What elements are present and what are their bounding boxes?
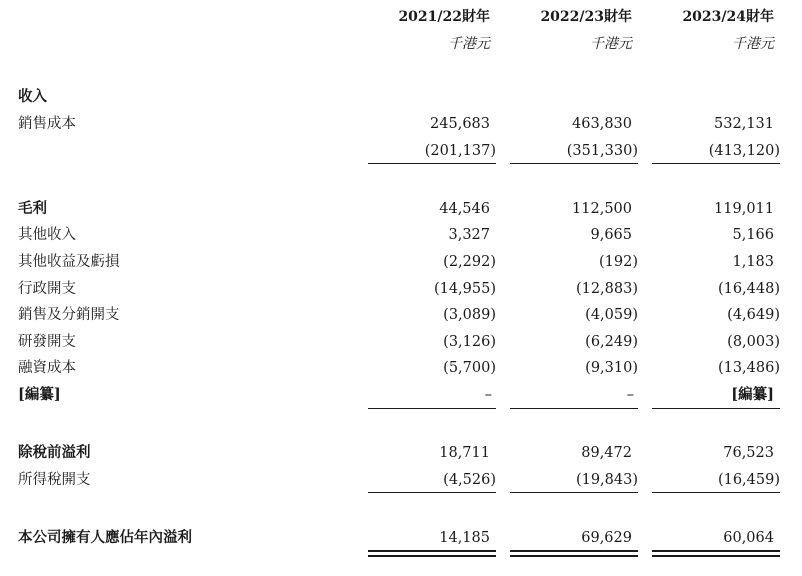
row-label-gross-profit: 毛利: [18, 200, 47, 217]
subtotal-rule: [510, 492, 638, 493]
table-cell: 112,500: [572, 201, 632, 217]
table-cell: 76,523: [723, 445, 774, 461]
row-label: 融資成本: [18, 360, 76, 376]
table-cell: –: [626, 387, 634, 403]
table-cell: 69,629: [581, 530, 632, 546]
table-cell: 9,665: [590, 227, 632, 243]
table-cell: (2,292): [443, 254, 496, 270]
row-label-redacted: [編纂]: [18, 386, 61, 403]
row-label: 行政開支: [18, 281, 76, 297]
table-cell: (4,526): [443, 472, 496, 488]
subtotal-rule: [368, 408, 496, 409]
subtotal-rule: [510, 163, 638, 164]
row-label: 其他收益及虧損: [18, 254, 120, 270]
table-cell: (14,955): [433, 281, 496, 297]
table-cell: (192): [599, 254, 638, 270]
table-cell: 463,830: [572, 116, 632, 132]
total-double-rule: [368, 550, 496, 557]
table-cell: 532,131: [714, 116, 774, 132]
row-label-profit-before-tax: 除稅前溢利: [18, 444, 91, 461]
subtotal-rule: [510, 408, 638, 409]
table-cell: 14,185: [439, 530, 490, 546]
total-double-rule: [652, 550, 780, 557]
table-cell: (3,089): [443, 307, 496, 323]
table-cell: [編纂]: [731, 386, 774, 403]
table-cell: (12,883): [575, 281, 638, 297]
column-header-year: 2022/23財年: [540, 9, 632, 25]
table-cell: (201,137): [424, 143, 496, 159]
row-label: 銷售及分銷開支: [18, 307, 120, 323]
table-cell: 119,011: [714, 201, 774, 217]
table-cell: 89,472: [581, 445, 632, 461]
table-cell: (19,843): [575, 472, 638, 488]
table-cell: (8,003): [727, 334, 780, 350]
row-label: 銷售成本: [18, 116, 76, 132]
column-header-year: 2023/24財年: [682, 9, 774, 25]
total-double-rule: [510, 550, 638, 557]
table-cell: (413,120): [708, 143, 780, 159]
table-cell: 44,546: [439, 201, 490, 217]
column-unit: 千港元: [590, 36, 632, 52]
table-cell: (16,448): [717, 281, 780, 297]
table-cell: (3,126): [443, 334, 496, 350]
column-header-year: 2021/22財年: [398, 9, 490, 25]
column-unit: 千港元: [448, 36, 490, 52]
subtotal-rule: [368, 492, 496, 493]
subtotal-rule: [368, 163, 496, 164]
row-label-profit-for-year: 本公司擁有人應佔年內溢利: [18, 529, 192, 546]
row-label-revenue: 收入: [18, 88, 47, 105]
table-cell: 245,683: [430, 116, 490, 132]
subtotal-rule: [652, 408, 780, 409]
table-cell: (351,330): [566, 143, 638, 159]
subtotal-rule: [652, 492, 780, 493]
row-label: 所得稅開支: [18, 472, 91, 488]
table-cell: 60,064: [723, 530, 774, 546]
table-cell: (9,310): [585, 360, 638, 376]
table-cell: (4,059): [585, 307, 638, 323]
table-cell: –: [484, 387, 492, 403]
table-cell: (5,700): [443, 360, 496, 376]
table-cell: 1,183: [732, 254, 774, 270]
table-cell: (6,249): [585, 334, 638, 350]
table-cell: 5,166: [732, 227, 774, 243]
row-label: 其他收入: [18, 227, 76, 243]
table-cell: (13,486): [717, 360, 780, 376]
table-cell: 18,711: [439, 445, 490, 461]
table-cell: (16,459): [717, 472, 780, 488]
row-label: 研發開支: [18, 334, 76, 350]
table-cell: 3,327: [448, 227, 490, 243]
subtotal-rule: [652, 163, 780, 164]
column-unit: 千港元: [732, 36, 774, 52]
table-cell: (4,649): [727, 307, 780, 323]
